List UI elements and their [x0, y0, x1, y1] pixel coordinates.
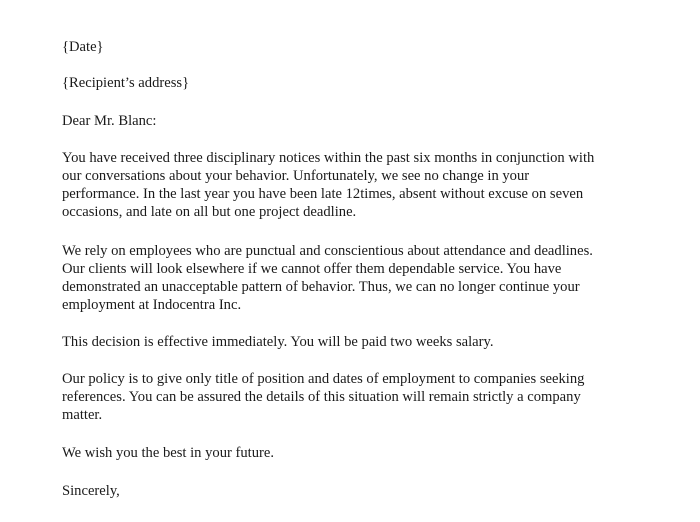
- paragraph-decision: This decision is effective immediately. You will be paid two weeks salary.: [62, 334, 494, 350]
- paragraph-line: employment at Indocentra Inc.: [62, 297, 242, 313]
- paragraph-line: references. You can be assured the details of this situation will remain strictly a company: [62, 389, 581, 405]
- paragraph-line: Our clients will look elsewhere if we cannot offer them dependable service. You have: [62, 261, 562, 277]
- paragraph-line: We rely on employees who are punctual and conscientious about attendance and deadlines.: [62, 243, 593, 259]
- date-placeholder: {Date}: [62, 39, 104, 55]
- paragraph-line: performance. In the last year you have been late 12times, absent without excuse on seven: [62, 186, 584, 202]
- paragraph-line: occasions, and late on all but one project deadline.: [62, 204, 357, 220]
- paragraph-wishes: We wish you the best in your future.: [62, 445, 275, 461]
- closing: Sincerely,: [62, 483, 120, 499]
- paragraph-disciplinary-notices: [62, 149, 662, 221]
- recipient-address-placeholder: {Recipient’s address}: [62, 75, 190, 91]
- paragraph-line: You have received three disciplinary notices within the past six months in conjunction with: [62, 150, 595, 166]
- salutation: Dear Mr. Blanc:: [62, 113, 157, 129]
- paragraph-policy: [62, 370, 662, 424]
- paragraph-line: matter.: [62, 407, 103, 423]
- paragraph-line: Our policy is to give only title of position and dates of employment to companies seeking: [62, 371, 585, 387]
- paragraph-line: demonstrated an unacceptable pattern of behavior. Thus, we can no longer continue your: [62, 279, 580, 295]
- paragraph-line: our conversations about your behavior. Unfortunately, we see no change in your: [62, 168, 530, 184]
- paragraph-reliance: [62, 242, 662, 314]
